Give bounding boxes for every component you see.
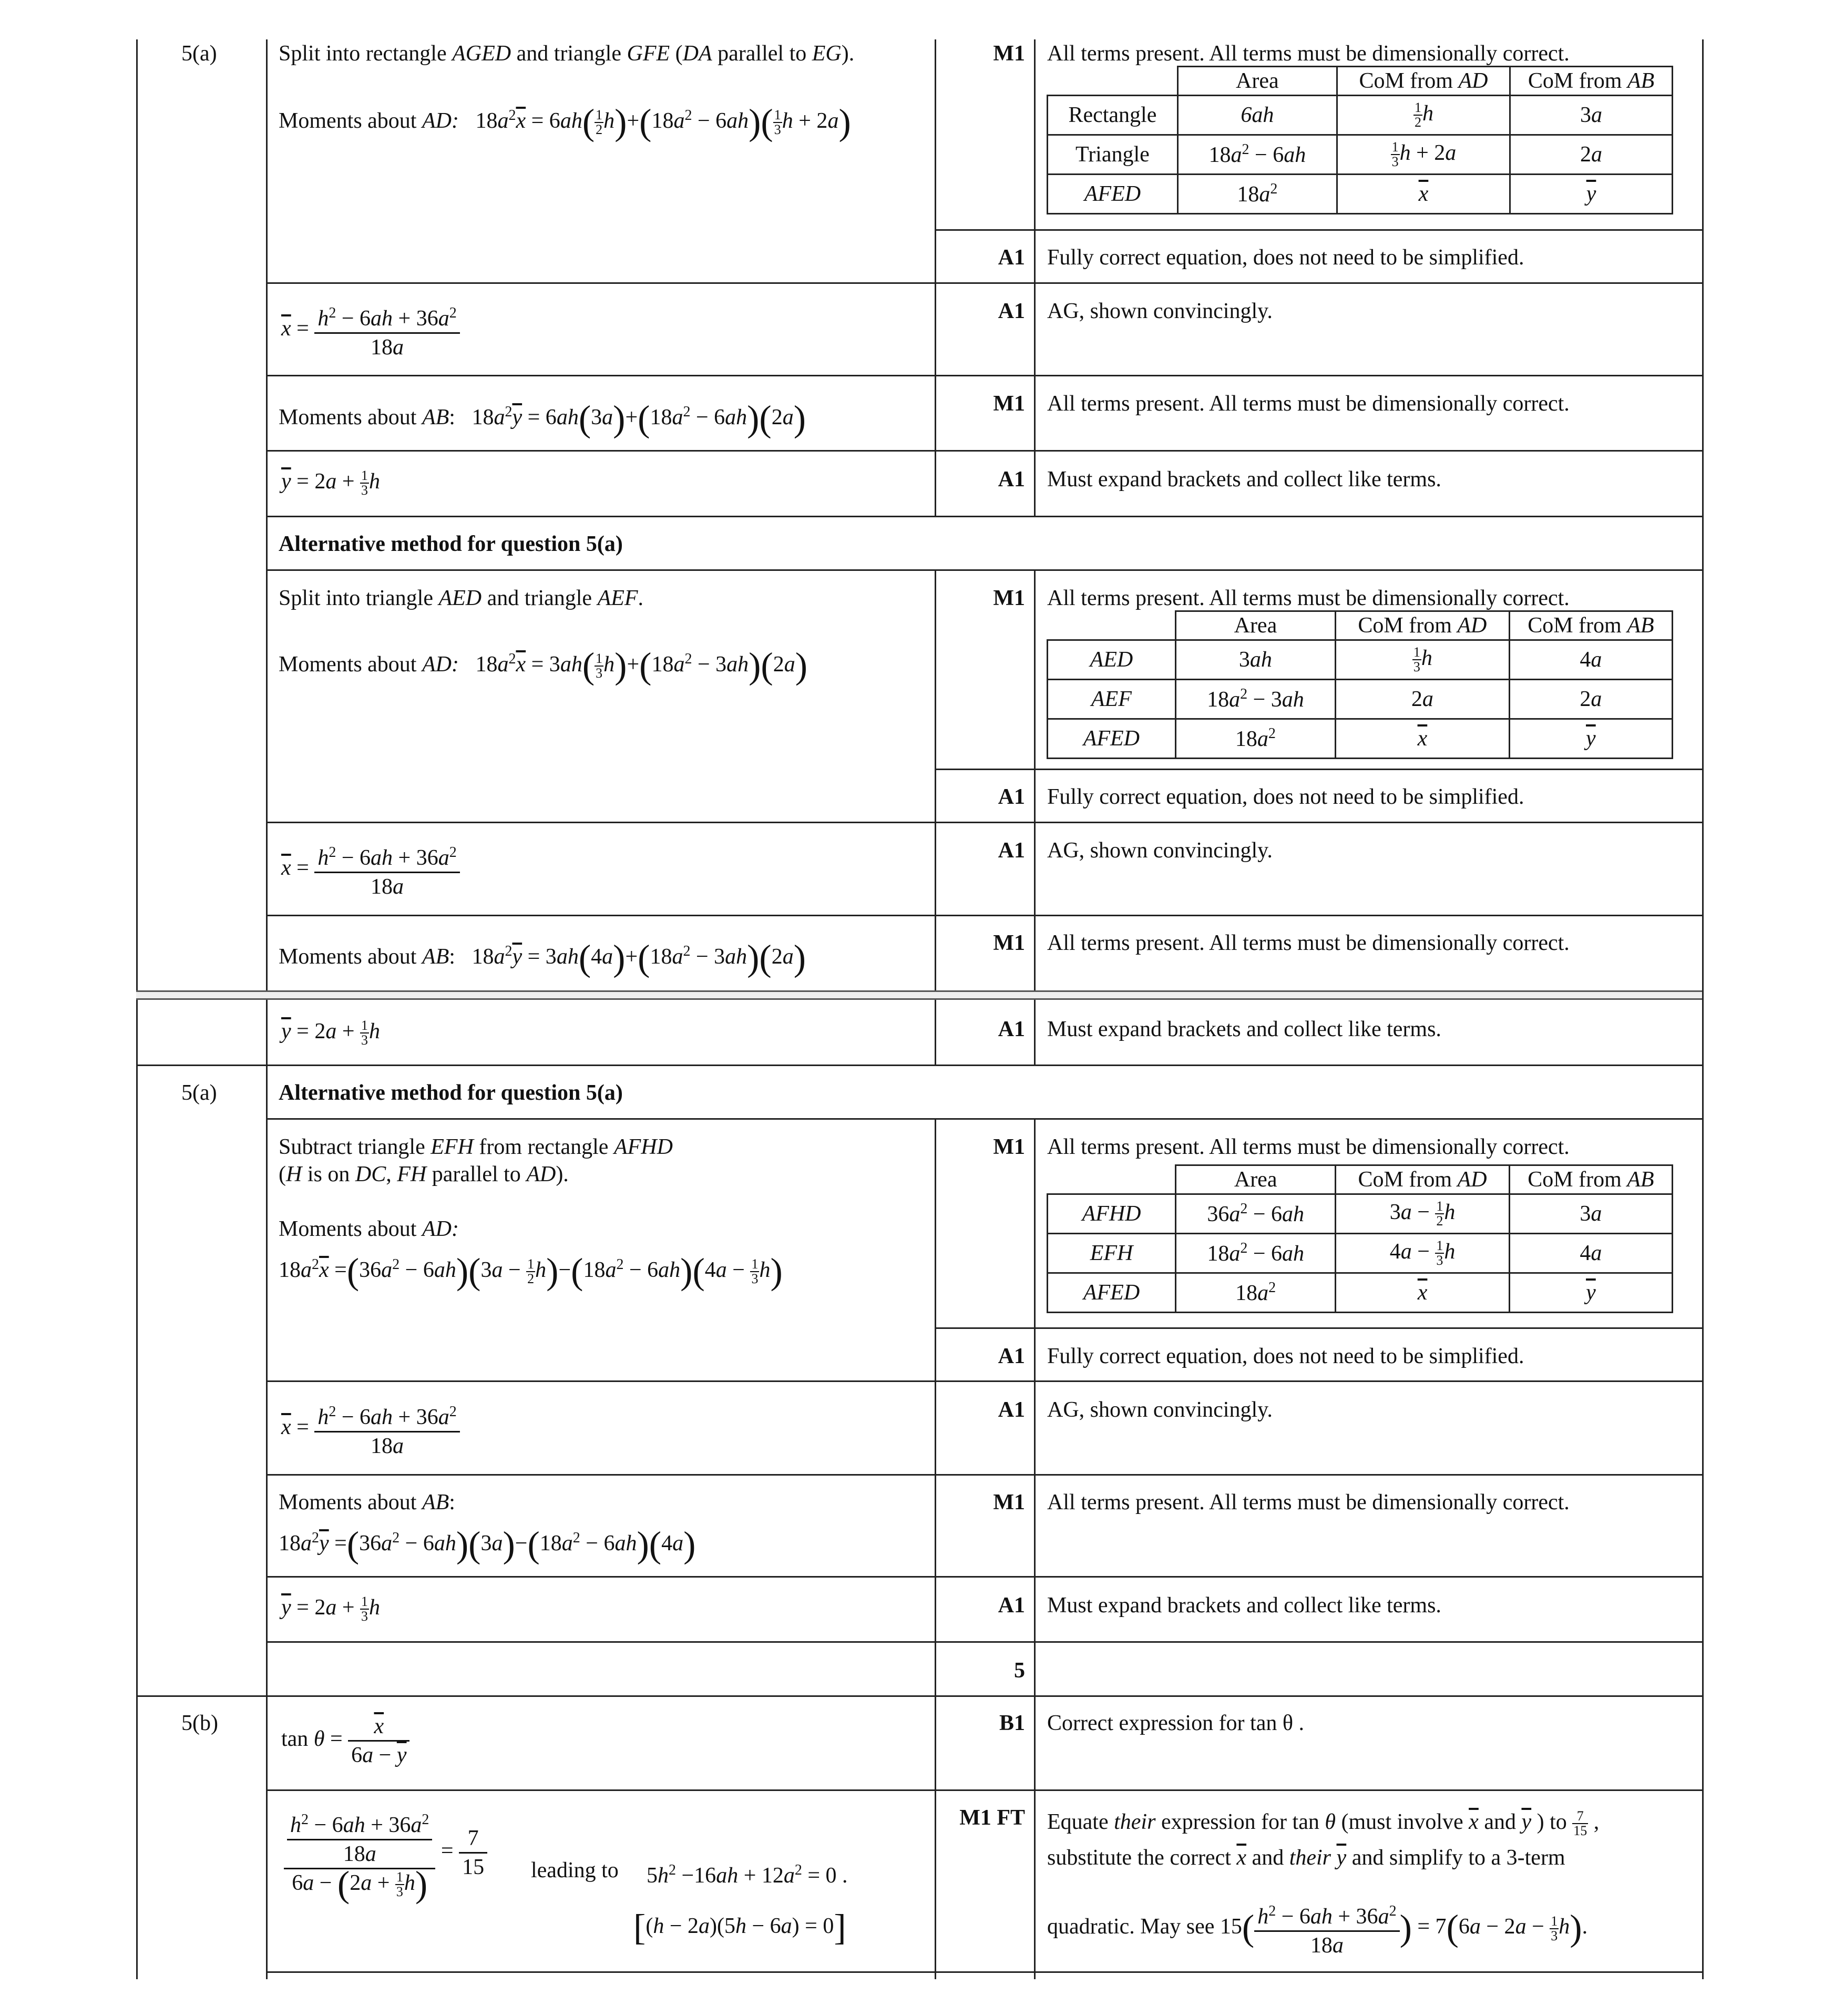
comment-terms-present: All terms present. All terms must be dimensionally correct. xyxy=(1047,1135,1570,1159)
tan-theta-expression: tan θ = $\frac{\overline{x}}{6a - \overline{y}}$ xyxy=(281,1713,409,1769)
ybar-result: $\overline{y} = 2a$ + $\frac{1}{3}$ h xyxy=(281,468,381,498)
table-header-area: Area xyxy=(1177,67,1337,96)
alt2-moments-equation-ab: $18a^2\overline{y} =(36a^2 - 6ah)(3a)-(18a^2 - 6ah)(4a)$ xyxy=(279,1524,696,1565)
alt-method-header: Alternative method for question 5(a) xyxy=(279,1081,623,1105)
mark-m1: M1 xyxy=(993,392,1025,416)
mark-a1: A1 xyxy=(998,1593,1025,1618)
tan-theta-equation: $\frac{h^2 - 6ah + 36a^2}{18a}$ 6a − (2a + $\frac{1}{3}$ h) = $\frac{7}{15}$ xyxy=(284,1806,487,1899)
mark-m1-ft: M1 FT xyxy=(959,1806,1025,1830)
alt1-moments-equation-ab: Moments about AB: $18a^2\overline{y} = 3ah(4a)+(18a^2 - 3ah)(2a)$ xyxy=(279,938,806,979)
question-label-5b: 5(b) xyxy=(181,1711,218,1735)
total-marks: 5 xyxy=(1014,1659,1025,1683)
mark-a1: A1 xyxy=(998,838,1025,863)
mark-m1: M1 xyxy=(993,1135,1025,1159)
table-row: AEF $18a^2 - 3ah$ 2a 2a xyxy=(1048,680,1673,719)
mark-b1: B1 xyxy=(999,1711,1025,1735)
method-description: Split into rectangle AGED and triangle GFE (DA parallel to EG). xyxy=(279,42,855,66)
comment-ag: AG, shown convincingly. xyxy=(1047,838,1273,863)
alt2-method-description-1: Subtract triangle EFH from rectangle AFHD xyxy=(279,1135,673,1159)
comment-equate-line2: substitute the correct $\overline{x}$ and their $\overline{y}$ and simplify to a 3-term xyxy=(1047,1846,1565,1870)
comment-terms-present: All terms present. All terms must be dimensionally correct. xyxy=(1047,1490,1570,1514)
mark-a1: A1 xyxy=(998,785,1025,809)
com-table-main xyxy=(1047,66,1673,214)
alt1-method-description: Split into triangle AED and triangle AEF. xyxy=(279,586,644,610)
alt2-moments-label-ad: Moments about AD: xyxy=(279,1217,459,1241)
xbar-result: $\overline{x}$ = $\frac{h^2 - 6ah + 36a^2}{18a}$ xyxy=(281,300,460,361)
question-label-5a: 5(a) xyxy=(181,42,217,66)
comment-equate-line3: quadratic. May see 15( $\frac{h^2 - 6ah + 36a^2}{18a}$ ) = 7(6a − 2a − $\frac{1}{3}$ h). xyxy=(1047,1898,1587,1959)
comment-ag: AG, shown convincingly. xyxy=(1047,299,1273,323)
com-table-alt1: Area CoM from AD CoM from AB AED 3ah $\frac{1}{3}$ h 4a AEF $18a^2 - 3ah$ 2a 2a AFED $18a^2$ $\overline{x}$ $\overline{y}$ xyxy=(1047,610,1673,759)
table-row: AED 3ah $\frac{1}{3}$ h 4a xyxy=(1048,640,1673,680)
mark-m1: M1 xyxy=(993,42,1025,66)
mark-m1: M1 xyxy=(993,586,1025,610)
mark-m1: M1 xyxy=(993,1490,1025,1514)
moments-equation-ad: Moments about AD: $18a^2\overline{x} = 6ah$( $\frac{1}{2}$ $h)+(18a^2 - 6ah)$( $\frac{1}{3}$ h + 2a) xyxy=(279,102,851,143)
alt2-moments-equation-ad: $18a^2\overline{x} =(36a^2 - 6ah)(3a$ − $\frac{1}{2}$ $h)-(18a^2 - 6ah)(4a$ − $\frac{1}{3}$ h) xyxy=(279,1251,783,1292)
question-label-5a: 5(a) xyxy=(181,1081,217,1105)
mark-a1: A1 xyxy=(998,1344,1025,1368)
comment-fully-correct: Fully correct equation, does not need to be simplified. xyxy=(1047,245,1524,270)
leading-to-label: leading to xyxy=(531,1858,619,1882)
alt2-method-description-2: (H is on DC, FH parallel to AD). xyxy=(279,1162,569,1186)
alt-method-header: Alternative method for question 5(a) xyxy=(279,532,623,556)
table-row: AFHD $36a^2 - 6ah$ 3a − $\frac{1}{2}$ h 3a xyxy=(1048,1194,1673,1234)
factorised-quadratic: [(h − 2a)(5h − 6a) = 0] xyxy=(633,1907,846,1948)
quadratic-result: $5h^2 -16ah + 12a^2 = 0$ . xyxy=(647,1862,848,1888)
alt1-ybar-result: $\overline{y} = 2a$ + $\frac{1}{3}$ h xyxy=(281,1018,381,1048)
mark-m1: M1 xyxy=(993,931,1025,955)
alt1-xbar-result: $\overline{x}$ = $\frac{h^2 - 6ah + 36a^2}{18a}$ xyxy=(281,839,460,900)
table-header-com-ad: CoM from AD xyxy=(1337,67,1510,96)
comment-ag: AG, shown convincingly. xyxy=(1047,1398,1273,1422)
alt2-moments-label-ab: Moments about AB: xyxy=(279,1490,455,1514)
comment-tan-theta: Correct expression for tan θ . xyxy=(1047,1711,1304,1735)
table-header-com-ab: CoM from AB xyxy=(1510,67,1673,96)
mark-a1: A1 xyxy=(998,1398,1025,1422)
comment-expand: Must expand brackets and collect like terms. xyxy=(1047,1017,1441,1041)
mark-a1: A1 xyxy=(998,467,1025,492)
mark-a1: A1 xyxy=(998,245,1025,270)
comment-equate-line1: Equate their expression for tan θ (must involve $\overline{x}$ and $\overline{y}$ ) to $\frac{7}{15}$ , xyxy=(1047,1808,1600,1839)
mark-a1: A1 xyxy=(998,299,1025,323)
table-row: AFED $18a^2$ $\overline{x}$ $\overline{y}$ xyxy=(1048,1273,1673,1313)
table-row: Rectangle 6ah $\frac{1}{2}$ h 3a xyxy=(1048,96,1673,135)
comment-fully-correct: Fully correct equation, does not need to be simplified. xyxy=(1047,785,1524,809)
comment-terms-present: All terms present. All terms must be dimensionally correct. xyxy=(1047,931,1570,955)
table-row: Triangle $18a^2 - 6ah$ $\frac{1}{3}$ h + 2a 2a xyxy=(1048,135,1673,175)
com-table-alt2: Area CoM from AD CoM from AB AFHD $36a^2 - 6ah$ 3a − $\frac{1}{2}$ h 3a EFH $18a^2 - 6ah$ 4a − $\frac{1}{3}$ h 4a AFED $18a^2$ $\overline{x}$ $\overline{y}$ xyxy=(1047,1164,1673,1313)
table-header-blank xyxy=(1048,67,1178,96)
mark-a1: A1 xyxy=(998,1017,1025,1041)
comment-fully-correct: Fully correct equation, does not need to be simplified. xyxy=(1047,1344,1524,1368)
alt1-moments-equation-ad: Moments about AD: $18a^2\overline{x} = 3ah$( $\frac{1}{3}$ $h)+(18a^2 - 3ah)(2a)$ xyxy=(279,646,808,687)
comment-terms-present: All terms present. All terms must be dimensionally correct. xyxy=(1047,586,1570,610)
comment-terms-present: All terms present. All terms must be dimensionally correct. xyxy=(1047,392,1570,416)
moments-equation-ab: Moments about AB: $18a^2\overline{y} = 6ah(3a)+(18a^2 - 6ah)(2a)$ xyxy=(279,398,806,439)
comment-expand: Must expand brackets and collect like terms. xyxy=(1047,467,1441,492)
table-row: EFH $18a^2 - 6ah$ 4a − $\frac{1}{3}$ h 4a xyxy=(1048,1234,1673,1273)
table-row: AFED $18a^2$ $\overline{x}$ $\overline{y}$ xyxy=(1048,175,1673,214)
alt2-ybar-result: $\overline{y} = 2a$ + $\frac{1}{3}$ h xyxy=(281,1594,381,1624)
table-row: AFED $18a^2$ $\overline{x}$ $\overline{y}$ xyxy=(1048,719,1673,759)
comment-expand: Must expand brackets and collect like terms. xyxy=(1047,1593,1441,1618)
comment-terms-present: All terms present. All terms must be dimensionally correct. xyxy=(1047,42,1570,66)
alt2-xbar-result: $\overline{x}$ = $\frac{h^2 - 6ah + 36a^2}{18a}$ xyxy=(281,1398,460,1460)
